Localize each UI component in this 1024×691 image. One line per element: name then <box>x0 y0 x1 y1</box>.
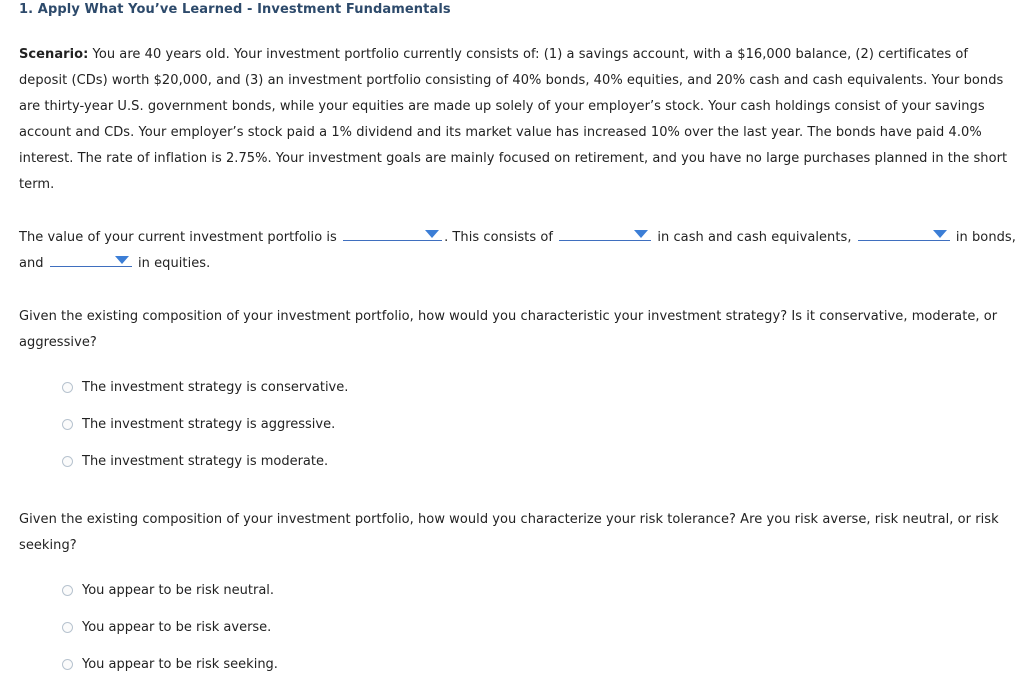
radio-button[interactable] <box>62 659 73 670</box>
q2-option-label: You appear to be risk seeking. <box>82 657 278 672</box>
q2-option-risk-seeking[interactable] <box>62 657 278 672</box>
q1-option-label: The investment strategy is aggressive. <box>82 417 336 432</box>
radio-button[interactable] <box>62 585 73 596</box>
radio-button[interactable] <box>62 382 73 393</box>
fill-text-1: The value of your current investment portfolio is <box>19 230 337 245</box>
fill-text-5: in equities. <box>137 256 211 271</box>
page-title: 1. Apply What You’ve Learned - Investment Fundamentals <box>19 2 451 17</box>
question-2-prompt: Given the existing composition of your investment portfolio, how would you characterize your risk tolerance? Are you risk averse, risk neutral, or risk seeking? <box>19 512 999 553</box>
q1-option-moderate[interactable] <box>62 454 328 469</box>
fill-text-4: in bonds, and <box>19 230 1016 271</box>
chevron-down-icon <box>933 230 947 238</box>
cash-amount-dropdown[interactable] <box>559 226 651 241</box>
radio-button[interactable] <box>62 622 73 633</box>
scenario-text: You are 40 years old. Your investment portfolio currently consists of: (1) a savings account, with a $16,000 balance, (2) certificates of deposit (CDs) worth $20,000, and (3) an investment portfolio consisting of 40% bonds, 40% equities, and 20% cash and cash equivalents. Your bonds are thirty-year U.S. government bonds, while your equities are made up solely of your employer’s stock. Your cash holdings consist of your savings account and CDs. Your employer’s stock paid a 1% dividend and its market value has increased 10% over the last year. The bonds have paid 4.0% interest. The rate of inflation is 2.75%. Your investment goals are mainly focused on retirement, and you have no large purchases planned in the short term. <box>19 47 1008 192</box>
q2-option-risk-neutral[interactable] <box>62 583 274 598</box>
equities-amount-dropdown[interactable] <box>50 252 132 267</box>
radio-button[interactable] <box>62 456 73 467</box>
scenario-label: Scenario: <box>19 47 89 62</box>
scenario-paragraph <box>19 42 1019 198</box>
fill-text-3: in cash and cash equivalents, <box>657 230 852 245</box>
q2-option-risk-averse[interactable] <box>62 620 271 635</box>
chevron-down-icon <box>634 230 648 238</box>
fill-text-2: . This consists of <box>444 230 553 245</box>
question-1-prompt: Given the existing composition of your investment portfolio, how would you characteristic your investment strategy? Is it conservative, moderate, or aggressive? <box>19 309 998 350</box>
q2-option-label: You appear to be risk averse. <box>82 620 272 635</box>
portfolio-value-dropdown[interactable] <box>343 226 442 241</box>
q1-option-aggressive[interactable] <box>62 417 335 432</box>
q1-option-conservative[interactable] <box>62 380 348 395</box>
chevron-down-icon <box>425 230 439 238</box>
q2-option-label: You appear to be risk neutral. <box>82 583 275 598</box>
radio-button[interactable] <box>62 419 73 430</box>
chevron-down-icon <box>115 256 129 264</box>
bonds-amount-dropdown[interactable] <box>858 226 950 241</box>
q1-option-label: The investment strategy is moderate. <box>82 454 329 469</box>
q1-option-label: The investment strategy is conservative. <box>82 380 349 395</box>
portfolio-fill-in <box>19 225 1019 277</box>
